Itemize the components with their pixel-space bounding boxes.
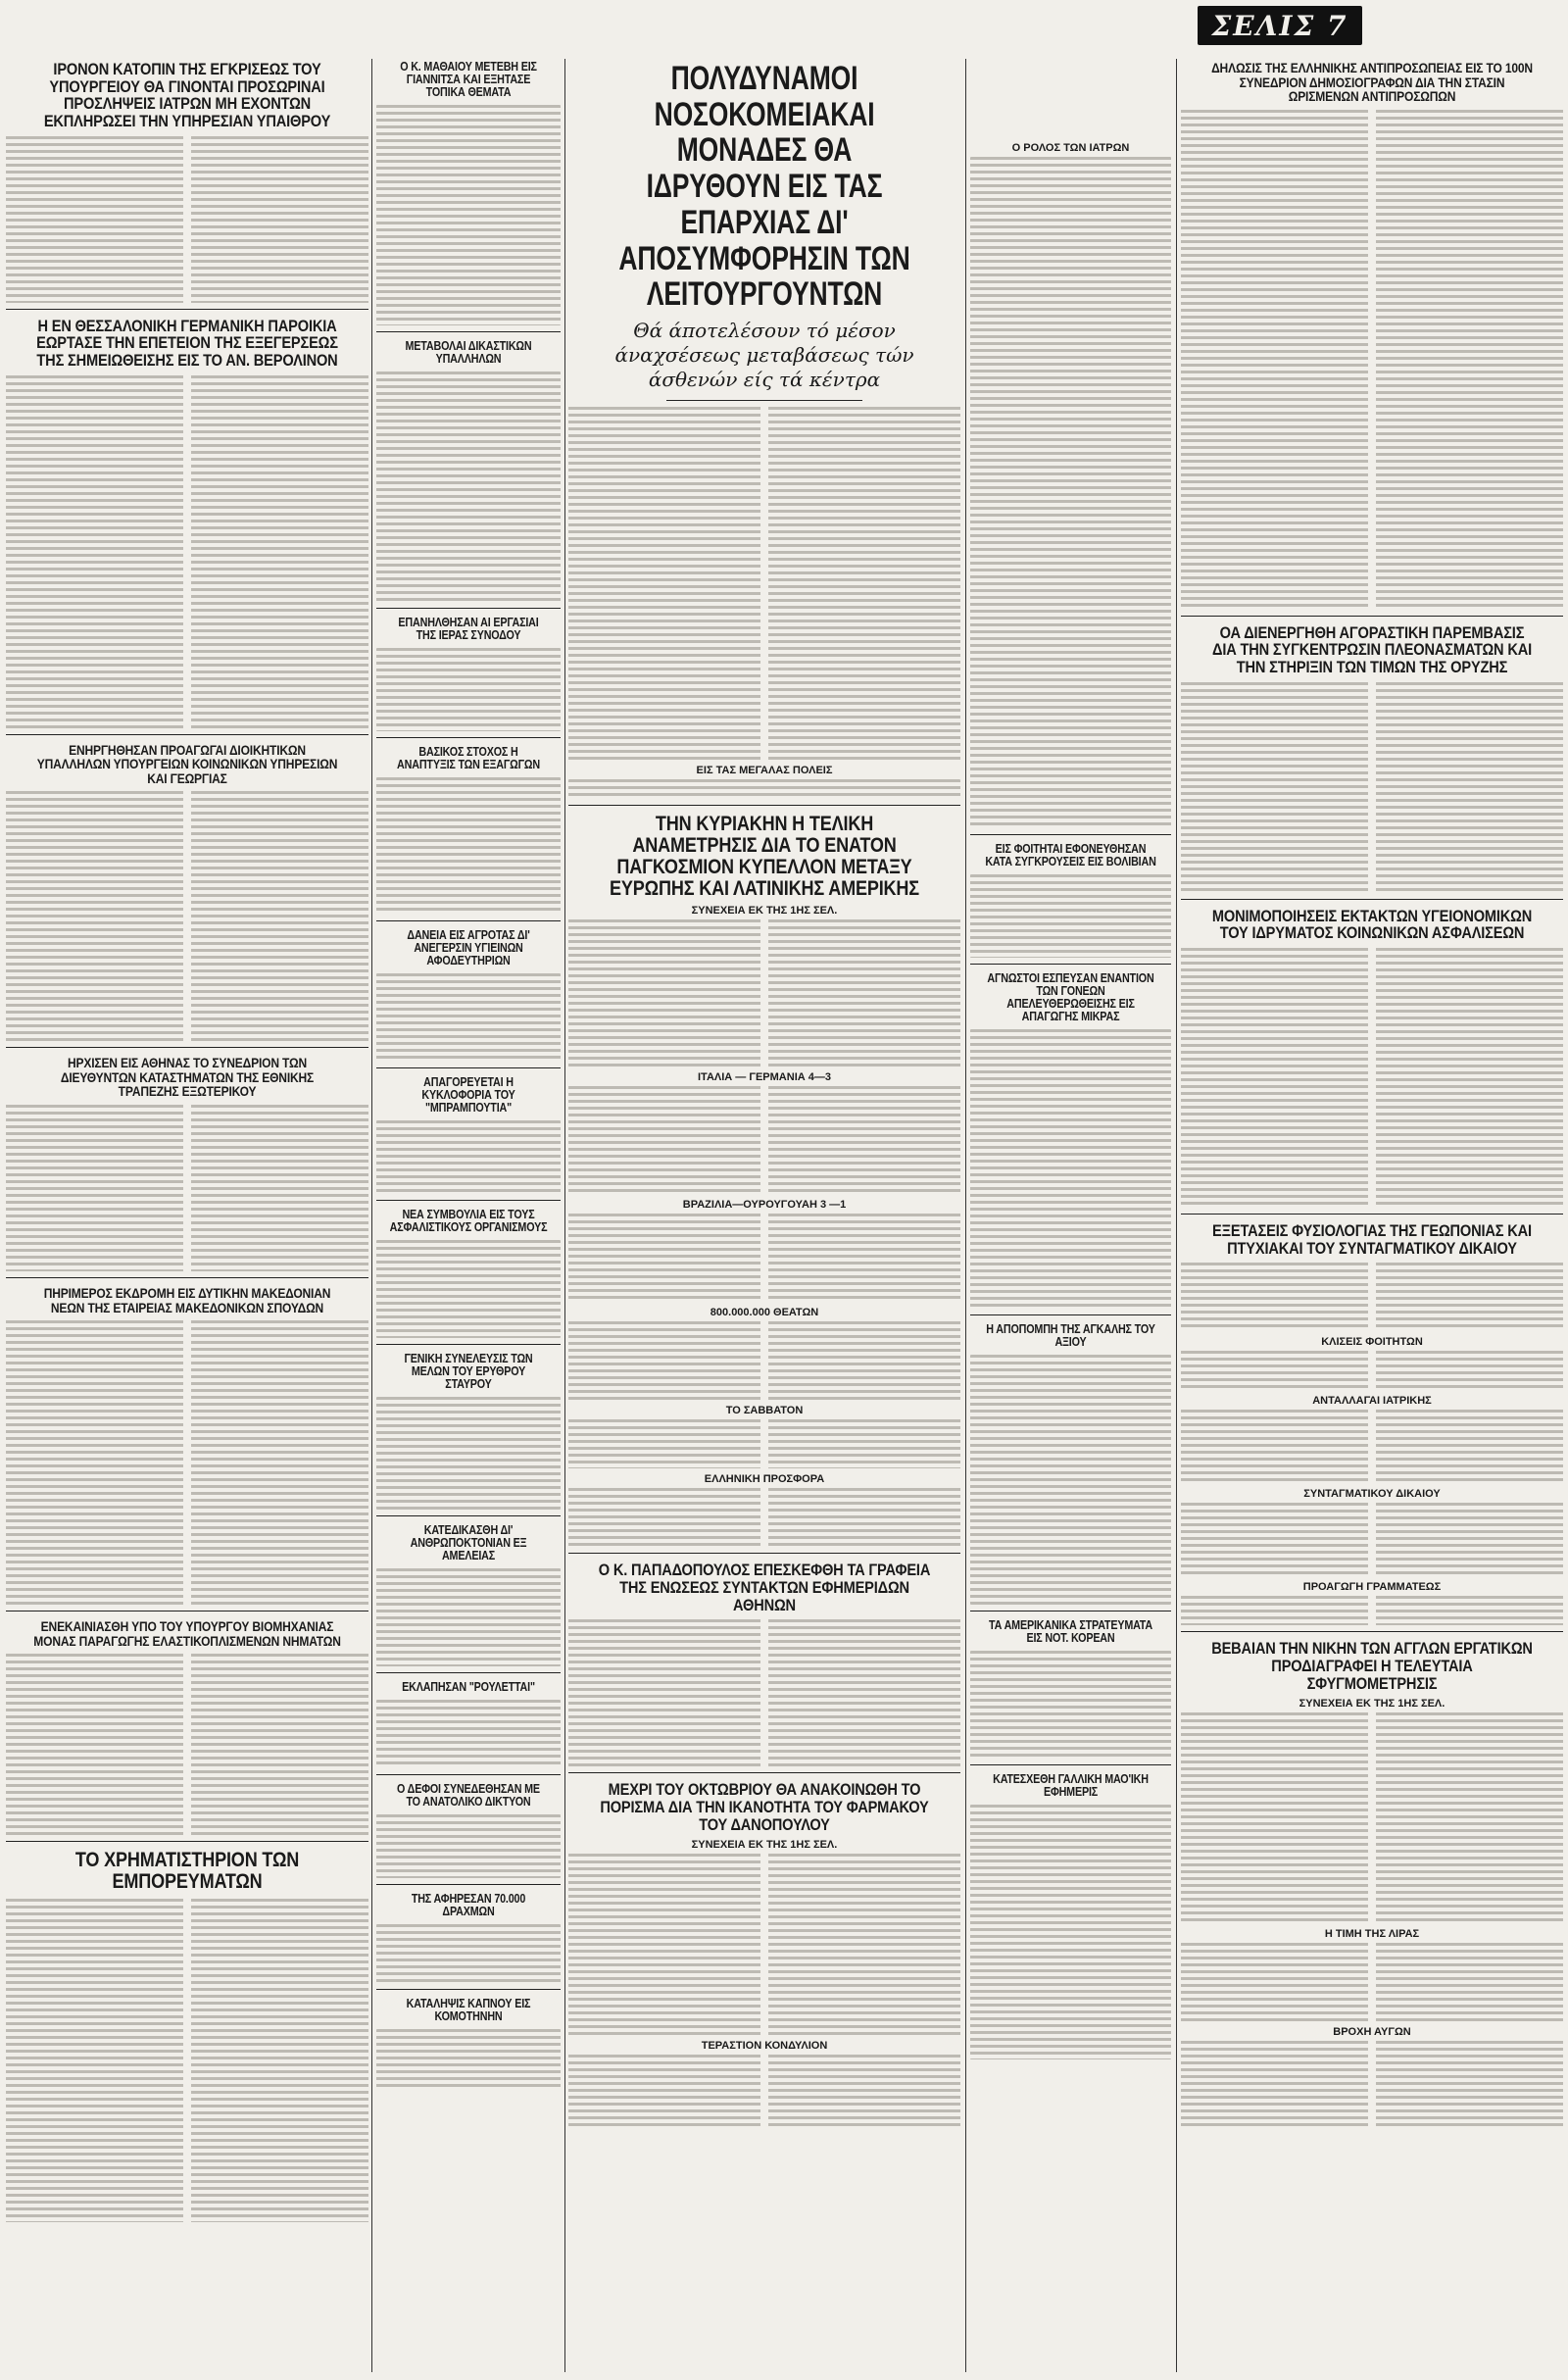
article-body bbox=[1181, 1712, 1563, 1923]
brief bbox=[376, 617, 561, 738]
article-body bbox=[376, 777, 561, 915]
subheading: ΣΥΝΤΑΓΜΑΤΙΚΟΥ ΔΙΚΑΙΟΥ bbox=[1303, 1488, 1441, 1501]
article-body bbox=[1181, 1596, 1563, 1625]
article-body bbox=[1181, 110, 1563, 610]
article-body bbox=[376, 1120, 561, 1194]
article-bank-conference bbox=[6, 1056, 368, 1278]
article-body bbox=[376, 372, 561, 602]
article-papadopoulos bbox=[568, 1562, 960, 1773]
article-commodity-exchange bbox=[6, 1850, 368, 2228]
subheading: ΤΕΡΑΣΤΙΟΝ ΚΟΝΔΥΛΙΟΝ bbox=[701, 2040, 828, 2053]
article-exams bbox=[1181, 1222, 1563, 1632]
headline: Ο ΔΕΦΟΙ ΣΥΝΕΔΕΘΗΣΑΝ ΜΕ ΤΟ ΑΝΑΤΟΛΙΚΟ ΔΙΚΤΥΟΝ bbox=[397, 1782, 540, 1809]
article-body bbox=[970, 1651, 1171, 1759]
article-body bbox=[1181, 1263, 1563, 1331]
headline: ΤΗΣ ΑΦΗΡΕΣΑΝ 70.000 ΔΡΑΧΜΩΝ bbox=[411, 1892, 526, 1918]
article-body bbox=[6, 1105, 368, 1271]
brief bbox=[376, 61, 561, 332]
column-rule bbox=[1176, 59, 1177, 2372]
headline: ΕΠΑΝΗΛΘΗΣΑΝ ΑΙ ΕΡΓΑΣΙΑΙ ΤΗΣ ΙΕΡΑΣ ΣΥΝΟΔΟΥ bbox=[398, 616, 539, 642]
column-4 bbox=[970, 137, 1171, 2372]
brief bbox=[970, 1323, 1171, 1611]
article-german-community bbox=[6, 318, 368, 735]
headline: ΓΕΝΙΚΗ ΣΥΝΕΛΕΥΣΙΣ ΤΩΝ ΜΕΛΩΝ ΤΟΥ ΕΡΥΘΡΟΥ ΣΤΑΥΡΟΥ bbox=[404, 1352, 533, 1391]
brief bbox=[376, 1209, 561, 1345]
article-drug bbox=[568, 1781, 960, 2134]
brief bbox=[970, 843, 1171, 965]
article-body bbox=[1181, 1503, 1563, 1576]
column-rule bbox=[564, 59, 565, 2372]
lead-article bbox=[568, 61, 960, 806]
article-body bbox=[376, 1240, 561, 1338]
headline: ΔΑΝΕΙΑ ΕΙΣ ΑΓΡΟΤΑΣ ΔΙ' ΑΝΕΓΕΡΣΙΝ ΥΓΙΕΙΝΩΝ ΑΦΟΔΕΥΤΗΡΙΩΝ bbox=[407, 928, 530, 967]
article-body bbox=[568, 1419, 960, 1468]
brief bbox=[376, 746, 561, 921]
brief bbox=[376, 1681, 561, 1775]
subheading: ΕΙΣ ΤΑΣ ΜΕΓΑΛΑΣ ΠΟΛΕΙΣ bbox=[696, 765, 833, 777]
article-body bbox=[376, 648, 561, 731]
article-body bbox=[568, 1086, 960, 1194]
headline: ΕΙΣ ΦΟΙΤΗΤΑΙ ΕΦΟΝΕΥΘΗΣΑΝ ΚΑΤΑ ΣΥΓΚΡΟΥΣΕΙΣ ΕΙΣ ΒΟΛΙΒΙΑΝ bbox=[985, 842, 1156, 868]
brief bbox=[376, 1524, 561, 1673]
article-body bbox=[568, 1619, 960, 1766]
brief bbox=[376, 1076, 561, 1201]
lead-deck: Θά άποτελέσουν τό μέσον άναχσέσεως μεταβάσεως τών άσθενών είς τά κέντρα bbox=[614, 319, 914, 392]
article-body bbox=[568, 1214, 960, 1302]
headline: ΚΑΤΑΛΗΨΙΣ ΚΑΠΝΟΥ ΕΙΣ ΚΟΜΟΤΗΝΗΝ bbox=[406, 1997, 531, 2023]
article-body bbox=[376, 1924, 561, 1983]
subheading: ΣΥΝΕΧΕΙΑ ΕΚ ΤΗΣ 1ΗΣ ΣΕΛ. bbox=[1298, 1698, 1446, 1711]
article-body bbox=[1181, 682, 1563, 893]
brief bbox=[970, 1619, 1171, 1765]
article-body bbox=[376, 1568, 561, 1666]
article-body bbox=[376, 1814, 561, 1878]
lead-headline: ΠΟΛΥΔΥΝΑΜΟΙ ΝΟΣΟΚΟΜΕΙΑΚΑΙ ΜΟΝΑΔΕΣ ΘΑ ΙΔΡΥΘΟΥΝ ΕΙΣ ΤΑΣ ΕΠΑΡΧΙΑΣ ΔΙ' ΑΠΟΣΥΜΦΟΡΗΣΙΝ ΤΩΝ ΛΕΙΤΟΥΡΓΟΥΝΤΩΝ bbox=[618, 60, 910, 314]
headline: ΚΑΤΕΔΙΚΑΣΘΗ ΔΙ' ΑΝΘΡΩΠΟΚΤΟΝΙΑΝ ΕΞ ΑΜΕΛΕΙΑΣ bbox=[410, 1523, 527, 1562]
article-body bbox=[1181, 948, 1563, 1208]
brief bbox=[970, 972, 1171, 1315]
article-body bbox=[376, 105, 561, 325]
subheading: ΙΤΑΛΙΑ — ΓΕΡΜΑΝΙΑ 4—3 bbox=[698, 1071, 831, 1084]
column-1 bbox=[6, 57, 368, 2372]
article-body bbox=[568, 1488, 960, 1547]
article-body bbox=[1181, 1943, 1563, 2021]
article-body bbox=[376, 1700, 561, 1768]
article-uk-election bbox=[1181, 1640, 1563, 2135]
subheading: ΣΥΝΕΧΕΙΑ ΕΚ ΤΗΣ 1ΗΣ ΣΕΛ. bbox=[691, 905, 838, 917]
headline: ΟΑ ΔΙΕΝΕΡΓΗΘΗ ΑΓΟΡΑΣΤΙΚΗ ΠΑΡΕΜΒΑΣΙΣ ΔΙΑ ΤΗΝ ΣΥΓΚΕΝΤΡΩΣΙΝ ΠΛΕΟΝΑΣΜΑΤΩΝ ΚΑΙ ΤΗΝ ΣΤΗΡΙΞΙΝ ΤΩΝ ΤΙΜΩΝ ΤΗΣ ΟΡΥΖΗΣ bbox=[1211, 622, 1532, 676]
headline: ΙΡΟΝΟΝ ΚΑΤΟΠΙΝ ΤΗΣ ΕΓΚΡΙΣΕΩΣ ΤΟΥ ΥΠΟΥΡΓΕΙΟΥ ΘΑ ΓΙΝΟΝΤΑΙ ΠΡΟΣΩΡΙΝΑΙ ΠΡΟΣΛΗΨΕΙΣ ΙΑΤΡΩΝ ΜΗ ΕΧΟΝΤΩΝ ΕΚΠΛΗΡΩΣΕΙ ΤΗΝ ΥΠΗΡΕΣΙΑΝ ΥΠΑΙΘΡΟΥ bbox=[43, 60, 331, 131]
headline: ΜΟΝΙΜΟΠΟΙΗΣΕΙΣ ΕΚΤΑΚΤΩΝ ΥΓΕΙΟΝΟΜΙΚΩΝ ΤΟΥ ΙΔΡΥΜΑΤΟΣ ΚΟΙΝΩΝΙΚΩΝ ΑΣΦΑΛΙΣΕΩΝ bbox=[1211, 906, 1533, 943]
subheading: ΑΝΤΑΛΛΑΓΑΙ ΙΑΤΡΙΚΗΣ bbox=[1312, 1395, 1432, 1408]
subheading: ΚΛΙΣΕΙΣ ΦΟΙΤΗΤΩΝ bbox=[1321, 1336, 1423, 1349]
brief bbox=[376, 1783, 561, 1885]
headline: ΤΑ ΑΜΕΡΙΚΑΝΙΚΑ ΣΤΡΑΤΕΥΜΑΤΑ ΕΙΣ ΝΟΤ. ΚΟΡΕΑΝ bbox=[988, 1618, 1153, 1645]
article-body bbox=[970, 1355, 1171, 1605]
article-body bbox=[970, 1029, 1171, 1309]
article-body bbox=[6, 791, 368, 1041]
article-body bbox=[376, 973, 561, 1062]
article-body bbox=[376, 2029, 561, 2088]
article-body bbox=[568, 919, 960, 1066]
column-rule bbox=[371, 59, 372, 2372]
headline: ΤΟ ΧΡΗΜΑΤΙΣΤΗΡΙΟΝ ΤΩΝ ΕΜΠΟΡΕΥΜΑΤΩΝ bbox=[74, 1849, 300, 1893]
divider bbox=[666, 400, 862, 401]
brief bbox=[376, 1353, 561, 1516]
headline: ΜΕΧΡΙ ΤΟΥ ΟΚΤΩΒΡΙΟΥ ΘΑ ΑΝΑΚΟΙΝΩΘΗ ΤΟ ΠΟΡΙΣΜΑ ΔΙΑ ΤΗΝ ΙΚΑΝΟΤΗΤΑ ΤΟΥ ΦΑΡΜΑΚΟΥ ΤΟΥ ΔΑΝΟΠΟΥΛΟΥ bbox=[600, 1780, 929, 1834]
subheading: ΒΡΟΧΗ ΑΥΓΩΝ bbox=[1333, 2026, 1411, 2039]
column-2 bbox=[376, 57, 561, 2372]
article-excursion bbox=[6, 1286, 368, 1611]
headline: ΕΞΕΤΑΣΕΙΣ ΦΥΣΙΟΛΟΓΙΑΣ ΤΗΣ ΓΕΩΠΟΝΙΑΣ ΚΑΙ ΠΤΥΧΙΑΚΑΙ ΤΟΥ ΣΥΝΤΑΓΜΑΤΙΚΟΥ ΔΙΚΑΙΟΥ bbox=[1212, 1221, 1532, 1258]
headline: ΠΗΡΙΜΕΡΟΣ ΕΚΔΡΟΜΗ ΕΙΣ ΔΥΤΙΚΗΝ ΜΑΚΕΔΟΝΙΑΝ ΝΕΩΝ ΤΗΣ ΕΤΑΙΡΕΙΑΣ ΜΑΚΕΔΟΝΙΚΩΝ ΣΠΟΥΔΩΝ bbox=[43, 1284, 331, 1315]
headline: ΑΠΑΓΟΡΕΥΕΤΑΙ Η ΚΥΚΛΟΦΟΡΙΑ ΤΟΥ "ΜΠΡΑΜΠΟΥΤΙΑ" bbox=[421, 1075, 515, 1115]
article-body bbox=[6, 136, 368, 303]
brief bbox=[970, 1773, 1171, 2065]
article-body bbox=[970, 1805, 1171, 2059]
subheading: ΣΥΝΕΧΕΙΑ ΕΚ ΤΗΣ 1ΗΣ ΣΕΛ. bbox=[691, 1839, 838, 1852]
article-body bbox=[568, 1854, 960, 2035]
headline: ΒΕΒΑΙΑΝ ΤΗΝ ΝΙΚΗΝ ΤΩΝ ΑΓΓΛΩΝ ΕΡΓΑΤΙΚΩΝ ΠΡΟΔΙΑΓΡΑΦΕΙ Η ΤΕΛΕΥΤΑΙΑ ΣΦΥΓΜΟΜΕΤΡΗΣΙΣ bbox=[1211, 1639, 1533, 1693]
headline: ΑΓΝΩΣΤΟΙ ΕΣΠΕΥΣΑΝ ΕΝΑΝΤΙΟΝ ΤΩΝ ΓΟΝΕΩΝ ΑΠΕΛΕΥΘΕΡΩΘΕΙΣΗΣ ΕΙΣ ΑΠΑΓΩΓΗΣ ΜΙΚΡΑΣ bbox=[987, 971, 1154, 1023]
page-number-logo: ΣΕΛΙΣ 7 bbox=[1198, 6, 1362, 45]
subheading: ΕΛΛΗΝΙΚΗ ΠΡΟΣΦΟΡΑ bbox=[704, 1473, 825, 1486]
article-body bbox=[376, 1397, 561, 1510]
headline: ΕΝΕΚΑΙΝΙΑΣΘΗ ΥΠΟ ΤΟΥ ΥΠΟΥΡΓΟΥ ΒΙΟΜΗΧΑΝΙΑΣ ΜΟΝΑΣ ΠΑΡΑΓΩΓΗΣ ΕΛΑΣΤΙΚΟΠΛΙΣΜΕΝΩΝ ΝΗΜΑΤΩΝ bbox=[33, 1618, 341, 1649]
article-body bbox=[970, 157, 1171, 828]
article-body bbox=[568, 407, 960, 760]
article-promotions bbox=[6, 743, 368, 1049]
subheading: Η ΤΙΜΗ ΤΗΣ ΛΙΡΑΣ bbox=[1324, 1928, 1420, 1941]
article-journalists bbox=[1181, 61, 1563, 617]
article-body bbox=[6, 1654, 368, 1835]
article-body bbox=[970, 874, 1171, 958]
headline: ΕΝΗΡΓΗΘΗΣΑΝ ΠΡΟΑΓΩΓΑΙ ΔΙΟΙΚΗΤΙΚΩΝ ΥΠΑΛΛΗΛΩΝ ΥΠΟΥΡΓΕΙΩΝ ΚΟΙΝΩΝΙΚΩΝ ΥΠΗΡΕΣΙΩΝ ΚΑΙ ΓΕΩΡΓΙΑΣ bbox=[36, 741, 338, 786]
headline: Ο Κ. ΠΑΠΑΔΟΠΟΥΛΟΣ ΕΠΕΣΚΕΦΘΗ ΤΑ ΓΡΑΦΕΙΑ ΤΗΣ ΕΝΩΣΕΩΣ ΣΥΝΤΑΚΤΩΝ ΕΦΗΜΕΡΙΔΩΝ ΑΘΗΝΩΝ bbox=[598, 1561, 931, 1614]
column-rule bbox=[965, 59, 966, 2372]
headline: ΚΑΤΕΣΧΕΘΗ ΓΑΛΛΙΚΗ ΜΑΟ'ΙΚΗ ΕΦΗΜΕΡΙΣ bbox=[993, 1772, 1149, 1799]
subheading: ΒΡΑΖΙΛΙΑ—ΟΥΡΟΥΓΟΥΑΗ 3 —1 bbox=[682, 1199, 847, 1212]
article-ika bbox=[1181, 908, 1563, 1215]
subheading: ΠΡΟΑΓΩΓΗ ΓΡΑΜΜΑΤΕΩΣ bbox=[1302, 1581, 1442, 1594]
brief bbox=[376, 340, 561, 609]
headline: ΜΕΤΑΒΟΛΑΙ ΔΙΚΑΣΤΙΚΩΝ ΥΠΑΛΛΗΛΩΝ bbox=[405, 339, 532, 366]
article-football bbox=[568, 814, 960, 1554]
article-body bbox=[568, 779, 960, 799]
subheading: 800.000.000 ΘΕΑΤΩΝ bbox=[710, 1307, 819, 1319]
lead-continuation bbox=[970, 157, 1171, 835]
article-body bbox=[6, 375, 368, 728]
article-body bbox=[6, 1899, 368, 2222]
headline: Η ΑΠΟΠΟΜΠΗ ΤΗΣ ΑΓΚΑΛΗΣ ΤΟΥ ΑΞΙΟΥ bbox=[986, 1322, 1155, 1349]
article-body bbox=[1181, 1410, 1563, 1483]
brief bbox=[376, 1893, 561, 1990]
article-body bbox=[6, 1320, 368, 1605]
article-rice bbox=[1181, 624, 1563, 900]
headline: ΕΚΛΑΠΗΣΑΝ "ΡΟΥΛΕΤΤΑΙ" bbox=[402, 1680, 535, 1694]
brief bbox=[376, 929, 561, 1068]
headline: ΝΕΑ ΣΥΜΒΟΥΛΙΑ ΕΙΣ ΤΟΥΣ ΑΣΦΑΛΙΣΤΙΚΟΥΣ ΟΡΓΑΝΙΣΜΟΥΣ bbox=[389, 1208, 548, 1234]
article-industry bbox=[6, 1619, 368, 1842]
headline: Η ΕΝ ΘΕΣΣΑΛΟΝΙΚΗ ΓΕΡΜΑΝΙΚΗ ΠΑΡΟΙΚΙΑ ΕΩΡΤΑΣΕ ΤΗΝ ΕΠΕΤΕΙΟΝ ΤΗΣ ΕΞΕΓΕΡΣΕΩΣ ΤΗΣ ΣΗΜΕΙΩΘΕΙΣΗΣ ΕΙΣ ΤΟ ΑΝ. ΒΕΡΟΛΙΝΟΝ bbox=[36, 316, 338, 371]
headline: Ο Κ. ΜΑΘΑΙΟΥ ΜΕΤΕΒΗ ΕΙΣ ΓΙΑΝΝΙΤΣΑ ΚΑΙ ΕΞΗΤΑΣΕ ΤΟΠΙΚΑ ΘΕΜΑΤΑ bbox=[400, 60, 537, 99]
subheading: Ο ΡΟΛΟΣ ΤΩΝ ΙΑΤΡΩΝ bbox=[1011, 142, 1130, 154]
headline: ΤΗΝ ΚΥΡΙΑΚΗΝ Η ΤΕΛΙΚΗ ΑΝΑΜΕΤΡΗΣΙΣ ΔΙΑ ΤΟ ΕΝΑΤΟΝ ΠΑΓΚΟΣΜΙΟΝ ΚΥΠΕΛΛΟΝ ΜΕΤΑΞΥ ΕΥΡΩΠΗΣ ΚΑΙ ΛΑΤΙΝΙΚΗΣ ΑΜΕΡΙΚΗΣ bbox=[610, 813, 919, 900]
article-doctors bbox=[6, 61, 368, 310]
column-3 bbox=[568, 57, 960, 2372]
article-body bbox=[568, 2055, 960, 2128]
headline: ΔΗΛΩΣΙΣ ΤΗΣ ΕΛΛΗΝΙΚΗΣ ΑΝΤΙΠΡΟΣΩΠΕΙΑΣ ΕΙΣ ΤΟ 100Ν ΣΥΝΕΔΡΙΟΝ ΔΗΜΟΣΙΟΓΡΑΦΩΝ ΔΙΑ ΤΗΝ ΣΤΑΣΙΝ ΩΡΙΣΜΕΝΩΝ ΑΝΤΙΠΡΟΣΩΠΩΝ bbox=[1211, 60, 1533, 105]
headline: ΒΑΣΙΚΟΣ ΣΤΟΧΟΣ Η ΑΝΑΠΤΥΞΙΣ ΤΩΝ ΕΞΑΓΩΓΩΝ bbox=[397, 745, 540, 771]
column-5 bbox=[1181, 57, 1563, 2372]
subheading: ΤΟ ΣΑΒΒΑΤΟΝ bbox=[725, 1405, 804, 1417]
article-body bbox=[1181, 2041, 1563, 2129]
article-body bbox=[1181, 1351, 1563, 1390]
headline: ΗΡΧΙΣΕΝ ΕΙΣ ΑΘΗΝΑΣ ΤΟ ΣΥΝΕΔΡΙΟΝ ΤΩΝ ΔΙΕΥΘΥΝΤΩΝ ΚΑΤΑΣΤΗΜΑΤΩΝ ΤΗΣ ΕΘΝΙΚΗΣ ΤΡΑΠΕΖΗΣ ΕΞΩΤΕΡΙΚΟΥ bbox=[60, 1055, 315, 1100]
brief bbox=[376, 1998, 561, 2094]
article-body bbox=[568, 1321, 960, 1400]
